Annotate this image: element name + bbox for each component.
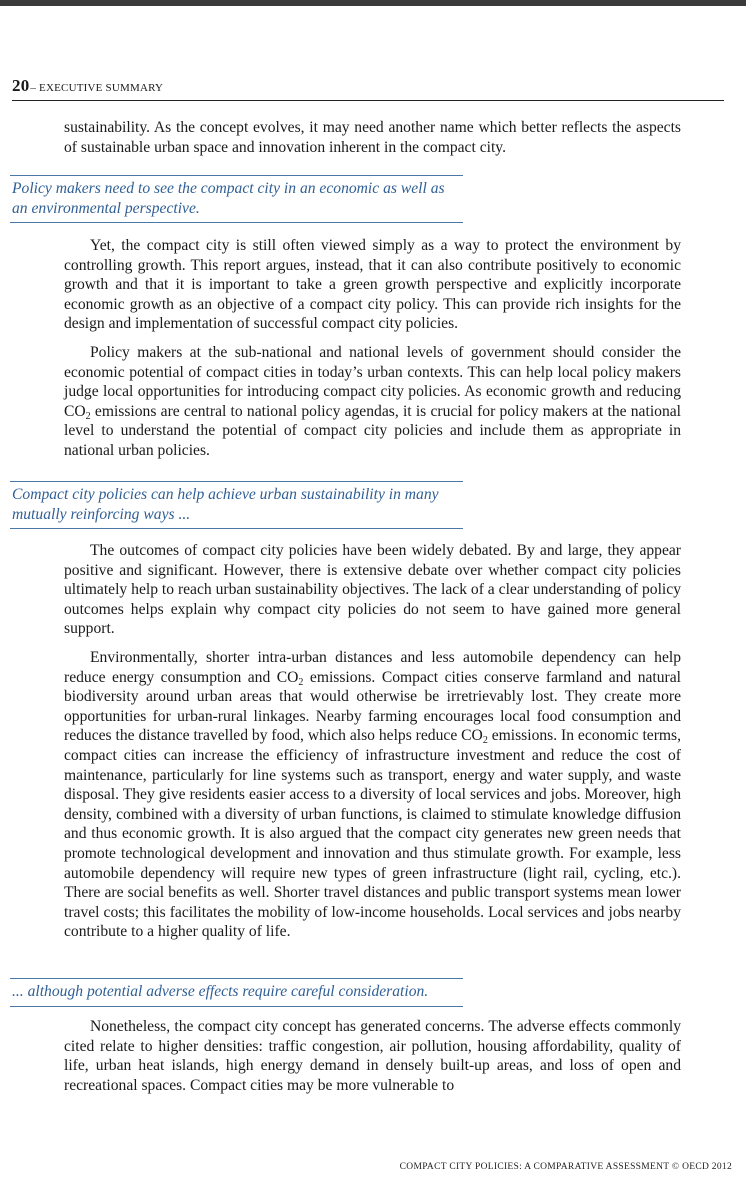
section-1-body [64, 236, 681, 461]
section-title: – EXECUTIVE SUMMARY [30, 82, 164, 94]
page-number: 20 [12, 76, 30, 95]
section-2-body [64, 541, 681, 942]
callout-box [10, 481, 463, 529]
callout-text: Policy makers need to see the compact city in an economic as well as an environmental perspective. [12, 180, 445, 217]
body-paragraph: Environmentally, shorter intra-urban distances and less automobile dependency can help reduce energy consumption and $CO_2$ emissions. Compact cities conserve farmland and natural biodiversity around urban areas that would otherwise be irretrievably lost. They create more opportunities for urban-rural linkages. Nearby farming encourages local food consumption and reduces the distance travelled by food, which also helps reduce $CO_2$ emissions. In economic terms, compact cities can increase the efficiency of infrastructure investment and reduce the cost of maintenance, particularly for line systems such as transport, energy and water supply, and waste disposal. They give residents easier access to a diversity of local services and jobs. Moreover, high density, combined with a diversity of urban functions, is claimed to stimulate knowledge diffusion and thus economic growth. It is also argued that the compact city generates new green needs that promote technological development and innovation and thus stimulate growth. For example, less automobile dependency will require new types of green infrastructure (light rail, cycling, etc.). There are social benefits as well. Shorter travel distances and public transport systems mean lower travel costs; this facilitates the mobility of low-income households. Local services and jobs nearby contribute to a higher quality of life. [64, 648, 682, 941]
callout-box [10, 978, 463, 1007]
body-paragraph: The outcomes of compact city policies have been widely debated. By and large, they appear positive and significant. However, there is extensive debate over whether compact city policies ultimately help to reach urban sustainability objectives. The lack of a clear understanding of policy outcomes helps explain why compact city policies do not seem to have gained more general support. [64, 542, 681, 638]
body-paragraph: Policy makers at the sub-national and national levels of government should consider the economic potential of compact cities in today’s urban contexts. This can help local policy makers judge local opportunities for introducing compact city policies. As economic growth and reducing $CO_2$ emissions are central to national policy agendas, it is crucial for policy makers at the national level to understand the potential of compact city policies and include them as appropriate in national urban policies. [64, 343, 681, 459]
top-bar [0, 0, 746, 6]
body-paragraph: sustainability. As the concept evolves, it may need another name which better reflects the aspects of sustainable urban space and innovation inherent in the compact city. [64, 119, 681, 156]
callout-text: Compact city policies can help achieve urban sustainability in many mutually reinforcing ways ... [12, 486, 439, 523]
body-paragraph: Yet, the compact city is still often viewed simply as a way to protect the environment by controlling growth. This report argues, instead, that it can also contribute positively to economic growth and that it is important to take a green growth perspective and explicitly incorporate economic growth as an objective of a compact city policy. This can provide rich insights for the design and implementation of successful compact city policies. [64, 237, 681, 333]
callout-box [10, 175, 463, 223]
header-rule [12, 100, 724, 101]
body-paragraph: Nonetheless, the compact city concept has generated concerns. The adverse effects commonly cited relate to higher densities: traffic congestion, air pollution, housing affordability, quality of life, urban heat islands, high energy demand in densely built-up areas, and loss of open and recreational spaces. Compact cities may be more vulnerable to [64, 1018, 681, 1094]
paragraph-continued [64, 118, 681, 157]
page-footer: COMPACT CITY POLICIES: A COMPARATIVE ASSESSMENT © OECD 2012 [399, 1162, 732, 1172]
page-header [12, 76, 732, 101]
callout-text: ... although potential adverse effects require careful consideration. [12, 983, 429, 1000]
section-3-body [64, 1017, 681, 1095]
